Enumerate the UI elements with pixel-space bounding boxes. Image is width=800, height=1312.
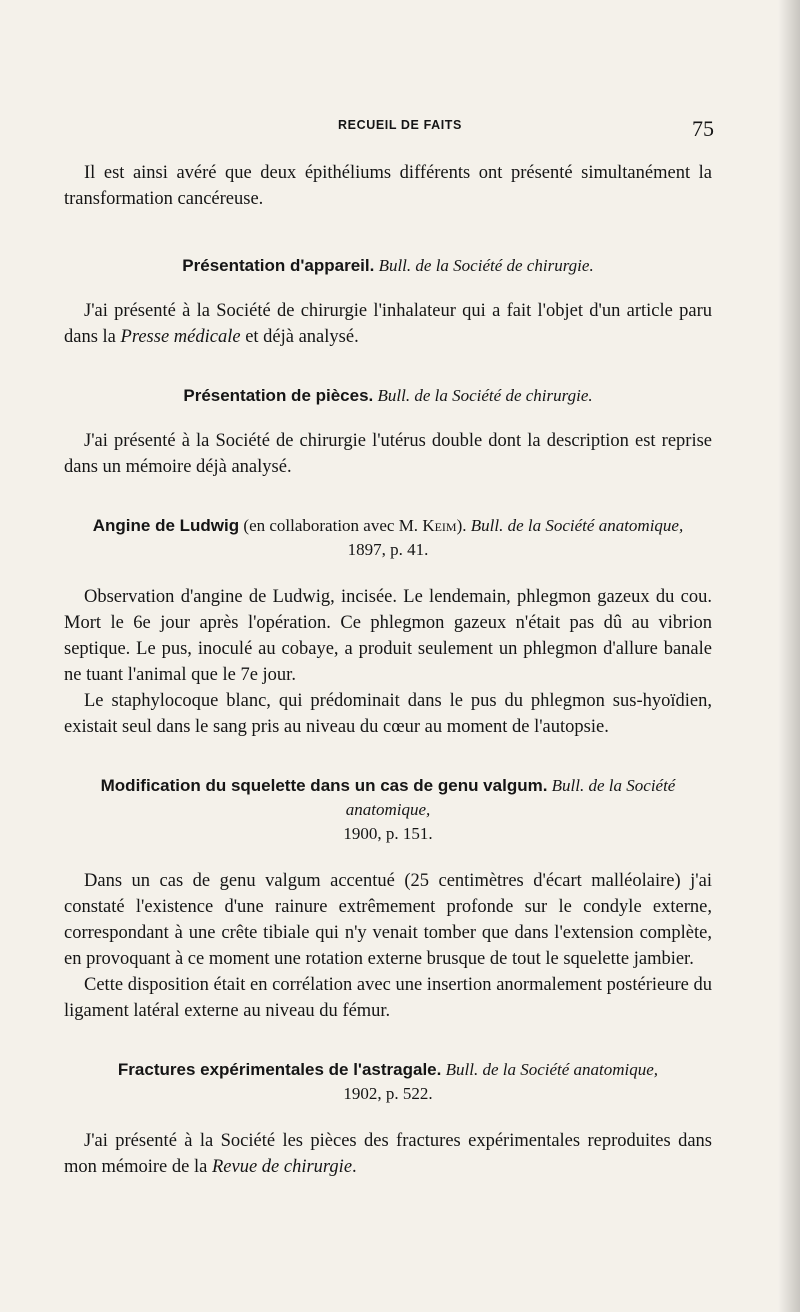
section-heading [64,384,712,408]
section-paragraph: J'ai présenté à la Société de chirurgie l'utérus double dont la description est reprise dans un mémoire déjà analysé. [64,431,712,477]
section-paragraph: Observation d'angine de Ludwig, incisée. Le lendemain, phlegmon gazeux du cou. Mort le 6e jour après l'opération. Ce phlegmon gazeux n'était pas dû au vibrion septique. Le pus, inoculé au cobaye, a produit seulement un phlegmon d'allure banale ne tuant l'animal que le 7e jour. [64,587,712,685]
section-heading [64,254,712,278]
section-year-page: 1902, p. 522. [343,1084,433,1103]
section-heading [64,774,712,846]
page-content [64,160,712,1180]
section-year-page: 1900, p. 151. [343,824,433,843]
section-paragraph: J'ai présenté à la Société les pièces des fractures expérimentales reproduites dans mon mémoire de la Revue de chirurgie. [64,1131,712,1177]
section-title: Présentation de pièces. [183,386,374,405]
section-heading: Angine de Ludwig (en collaboration avec M. Keim). Bull. de la Société anatomique, 1897, p. 41. [92,516,684,559]
section-reference: Bull. de la Société anatomique, [470,516,684,535]
section-reference: Bull. de la Société anatomique, [445,1060,659,1079]
section-reference: Bull. de la Société de chirurgie. [377,386,593,405]
page-number: 75 [692,116,714,141]
section-year-page: 1897, p. 41. [347,540,429,559]
section-title: Modification du squelette dans un cas de genu valgum. [100,776,548,795]
page-edge-shadow [778,0,800,1312]
intro-paragraph: Il est ainsi avéré que deux épithéliums différents ont présenté simultanément la transformation cancéreuse. [64,163,712,209]
section-paragraph: Le staphylocoque blanc, qui prédominait dans le pus du phlegmon sus-hyoïdien, existait seul dans le sang pris au niveau du cœur au moment de l'autopsie. [64,691,712,737]
section-title: Présentation d'appareil. [182,256,375,275]
section-title: Angine de Ludwig [92,516,240,535]
section-reference: Bull. de la Société de chirurgie. [378,256,594,275]
section-title: Fractures expérimentales de l'astragale. [117,1060,442,1079]
section-paragraph: J'ai présenté à la Société de chirurgie l'inhalateur qui a fait l'objet d'un article paru dans la Presse médicale et déjà analysé. [64,301,712,347]
section-heading [64,1058,712,1106]
section-reference: Bull. de la Société anatomique, [345,776,676,819]
section-paragraph: Cette disposition était en corrélation avec une insertion anormalement postérieure du ligament latéral externe au niveau du fémur. [64,975,712,1021]
running-head: RECUEIL DE FAITS [338,118,462,132]
section-paragraph: Dans un cas de genu valgum accentué (25 centimètres d'écart malléolaire) j'ai constaté l'existence d'une rainure extrêmement profonde sur le condyle externe, correspondant à une crête tibiale qui n'y venait tomber que dans l'extension complète, en provoquant à ce moment une rotation externe brusque de tout le squelette jambier. [64,871,712,969]
